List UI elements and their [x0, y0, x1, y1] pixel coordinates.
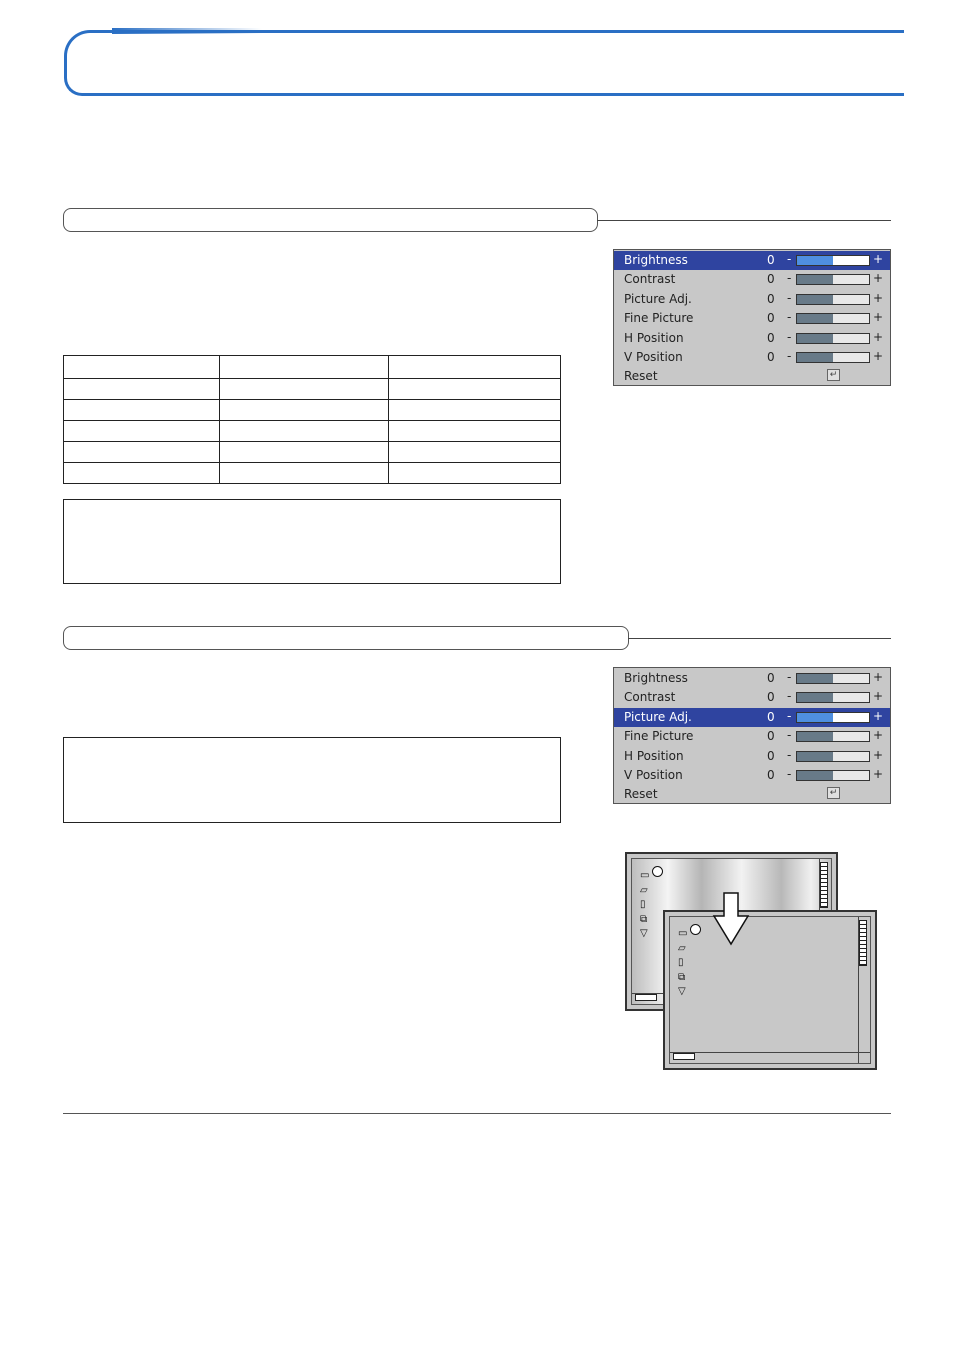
- table-cell: [64, 421, 220, 442]
- desktop-icon: ▭: [678, 928, 688, 939]
- menu-item-value: 0: [767, 272, 775, 287]
- desktop-icons: [678, 927, 687, 1000]
- menu-item-label: H Position: [624, 748, 684, 763]
- plus-icon[interactable]: +: [873, 747, 884, 762]
- folder-icon: ▱: [678, 942, 686, 954]
- table-row: [64, 400, 561, 421]
- level-slider-fill: [797, 275, 833, 284]
- level-slider-fill: [797, 713, 833, 722]
- folder-icon: ▱: [640, 884, 648, 896]
- table-row: [64, 421, 561, 442]
- table-cell: [220, 442, 389, 463]
- cursor-circle-icon: [690, 924, 701, 935]
- menu-item-label: Contrast: [624, 272, 676, 287]
- table-cell: [389, 356, 561, 379]
- menu-item-label: Picture Adj.: [624, 291, 692, 306]
- cursor-circle-icon: [652, 866, 663, 877]
- minus-icon[interactable]: -: [787, 708, 792, 723]
- menu-item-label: Reset: [624, 787, 658, 802]
- plus-icon[interactable]: +: [873, 728, 884, 743]
- table-cell: [220, 421, 389, 442]
- level-slider-fill: [797, 752, 833, 761]
- plus-icon[interactable]: +: [873, 329, 884, 344]
- level-slider-fill: [797, 314, 833, 323]
- minus-icon[interactable]: -: [787, 349, 792, 363]
- table-row: [64, 356, 561, 379]
- level-slider-fill: [797, 334, 833, 343]
- osd-menu-top: [613, 249, 891, 386]
- menu-item-label: V Position: [624, 350, 683, 364]
- minus-icon[interactable]: -: [787, 310, 792, 325]
- table-cell: [389, 379, 561, 400]
- menu-item-label: Fine Picture: [624, 729, 694, 744]
- menu-item-label: Reset: [624, 369, 658, 384]
- menu-item-contrast[interactable]: [614, 270, 890, 289]
- menu-item-label: H Position: [624, 330, 684, 345]
- table-cell: [389, 463, 561, 484]
- plus-icon[interactable]: +: [873, 670, 884, 684]
- menu-item-fine-picture[interactable]: [614, 309, 890, 328]
- document-icon: ▯: [640, 899, 646, 910]
- level-slider-fill: [797, 256, 833, 265]
- menu-item-h-position[interactable]: [614, 747, 890, 766]
- section-header-2: [63, 626, 629, 650]
- menu-item-value: 0: [767, 729, 775, 744]
- table-cell: [389, 400, 561, 421]
- menu-item-value: 0: [767, 330, 775, 345]
- screen-after: [663, 910, 877, 1070]
- menu-item-label: Contrast: [624, 690, 676, 705]
- plus-icon[interactable]: +: [873, 252, 884, 266]
- minus-icon[interactable]: -: [787, 728, 792, 743]
- minus-icon[interactable]: -: [787, 290, 792, 305]
- settings-table: [63, 355, 561, 484]
- section-rule-2: [628, 638, 891, 639]
- table-cell: [220, 379, 389, 400]
- enter-icon[interactable]: ↵: [827, 787, 840, 799]
- trash-icon: ▽: [640, 928, 648, 939]
- menu-item-brightness[interactable]: [614, 251, 890, 270]
- level-slider[interactable]: [796, 255, 870, 266]
- table-cell: [220, 400, 389, 421]
- level-slider[interactable]: [796, 274, 870, 285]
- table-cell: [220, 356, 389, 379]
- minus-icon[interactable]: -: [787, 271, 792, 286]
- table-cell: [64, 379, 220, 400]
- copy-icon: ⧉: [640, 913, 648, 925]
- vertical-scrollbar: [859, 920, 867, 966]
- menu-item-value: 0: [767, 311, 775, 326]
- plus-icon[interactable]: +: [873, 689, 884, 704]
- plus-icon[interactable]: +: [873, 767, 884, 781]
- taskbar-button: [635, 994, 657, 1001]
- level-slider-fill: [797, 771, 833, 780]
- taskbar-button: [673, 1053, 695, 1060]
- menu-item-contrast[interactable]: [614, 688, 890, 707]
- menu-item-value: 0: [767, 291, 775, 306]
- table-cell: [64, 463, 220, 484]
- plus-icon[interactable]: +: [873, 708, 884, 723]
- level-slider[interactable]: [796, 692, 870, 703]
- table-row: [64, 463, 561, 484]
- table-cell: [64, 400, 220, 421]
- vertical-scrollbar: [820, 862, 828, 908]
- menu-item-picture-adj[interactable]: [614, 708, 890, 727]
- menu-item-label: Brightness: [624, 253, 688, 267]
- minus-icon[interactable]: -: [787, 329, 792, 344]
- menu-item-value: 0: [767, 690, 775, 705]
- note-box-1: [63, 499, 561, 584]
- minus-icon[interactable]: -: [787, 252, 792, 266]
- menu-item-value: 0: [767, 709, 775, 724]
- level-slider[interactable]: [796, 333, 870, 344]
- osd-menu-bottom: [613, 667, 891, 804]
- menu-item-brightness[interactable]: [614, 669, 890, 688]
- table-cell: [389, 421, 561, 442]
- table-cell: [220, 463, 389, 484]
- menu-item-reset[interactable]: [614, 785, 890, 804]
- level-slider-fill: [797, 674, 833, 683]
- table-cell: [389, 442, 561, 463]
- plus-icon[interactable]: +: [873, 290, 884, 305]
- menu-item-h-position[interactable]: [614, 329, 890, 348]
- level-slider-fill: [797, 295, 833, 304]
- level-slider-fill: [797, 693, 833, 702]
- level-slider[interactable]: [796, 294, 870, 305]
- menu-item-v-position[interactable]: [614, 348, 890, 367]
- menu-item-label: Picture Adj.: [624, 709, 692, 724]
- level-slider[interactable]: [796, 673, 870, 684]
- header-accent-bar: [112, 28, 262, 34]
- level-slider[interactable]: [796, 352, 870, 363]
- level-slider[interactable]: [796, 731, 870, 742]
- document-icon: ▯: [678, 957, 684, 968]
- menu-item-label: Fine Picture: [624, 311, 694, 326]
- desktop-icon: ▭: [640, 870, 650, 881]
- table-row: [64, 442, 561, 463]
- minus-icon[interactable]: -: [787, 747, 792, 762]
- enter-icon[interactable]: ↵: [827, 369, 840, 381]
- note-box-2: [63, 737, 561, 823]
- level-slider[interactable]: [796, 712, 870, 723]
- menu-item-label: V Position: [624, 768, 683, 782]
- trash-icon: ▽: [678, 986, 686, 997]
- minus-icon[interactable]: -: [787, 670, 792, 684]
- minus-icon[interactable]: -: [787, 689, 792, 704]
- menu-item-v-position[interactable]: [614, 766, 890, 785]
- menu-item-value: 0: [767, 671, 775, 685]
- level-slider-fill: [797, 353, 833, 362]
- plus-icon[interactable]: +: [873, 349, 884, 363]
- footer-rule: [63, 1113, 891, 1114]
- screen-after-desktop: [669, 916, 871, 1064]
- table-cell: [64, 442, 220, 463]
- section-header-1: [63, 208, 598, 232]
- desktop-icons: [640, 869, 649, 942]
- level-slider[interactable]: [796, 313, 870, 324]
- menu-item-value: 0: [767, 768, 775, 782]
- copy-icon: ⧉: [678, 971, 686, 983]
- menu-item-reset[interactable]: [614, 367, 890, 386]
- table-row: [64, 379, 561, 400]
- page-title-frame: [64, 30, 904, 96]
- taskbar-line: [670, 1052, 870, 1053]
- section-rule-1: [597, 220, 891, 221]
- menu-item-value: 0: [767, 350, 775, 364]
- table-cell: [64, 356, 220, 379]
- menu-item-value: 0: [767, 253, 775, 267]
- level-slider[interactable]: [796, 770, 870, 781]
- minus-icon[interactable]: -: [787, 767, 792, 781]
- level-slider[interactable]: [796, 751, 870, 762]
- menu-item-picture-adj[interactable]: [614, 290, 890, 309]
- menu-item-label: Brightness: [624, 671, 688, 685]
- plus-icon[interactable]: +: [873, 271, 884, 286]
- plus-icon[interactable]: +: [873, 310, 884, 325]
- menu-item-value: 0: [767, 748, 775, 763]
- menu-item-fine-picture[interactable]: [614, 727, 890, 746]
- level-slider-fill: [797, 732, 833, 741]
- down-arrow-icon: [712, 892, 750, 946]
